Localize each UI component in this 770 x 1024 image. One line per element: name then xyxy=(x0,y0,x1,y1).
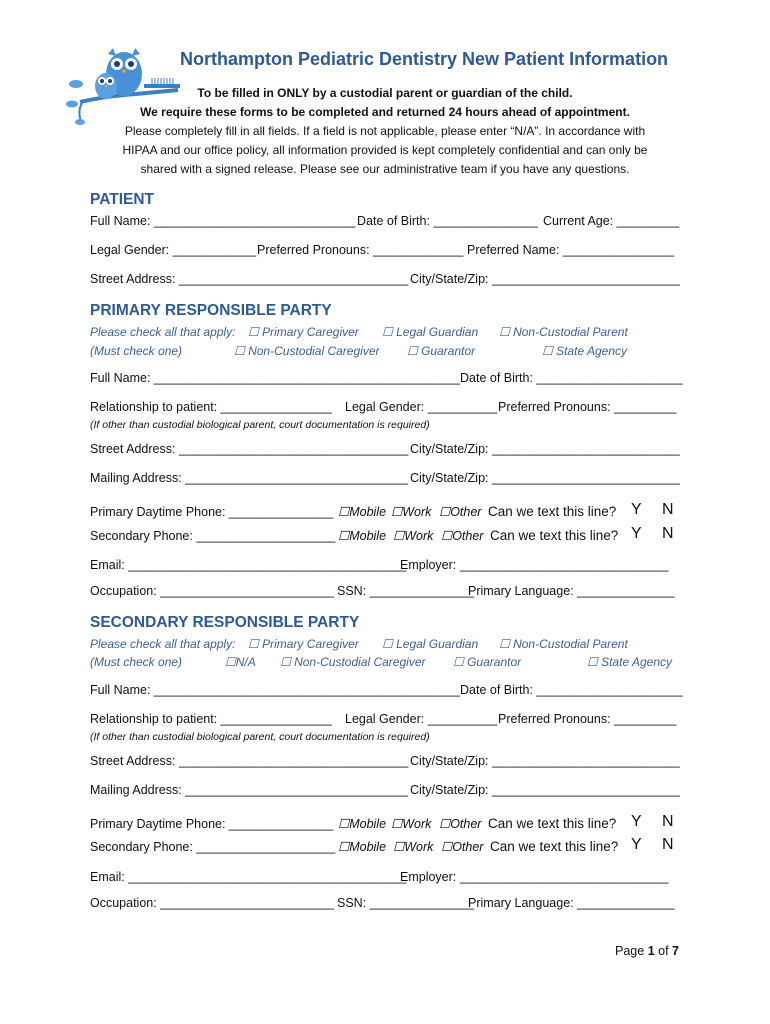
secondary-phone2-mobile[interactable]: ☐Mobile xyxy=(338,840,387,854)
intro-line-5: shared with a signed release. Please see our administrative team if you have any questions. xyxy=(140,162,630,176)
secondary-relationship-field[interactable]: Relationship to patient: ________________ xyxy=(90,712,332,726)
primary-phone1-mobile[interactable]: ☐Mobile xyxy=(338,505,387,519)
secondary-court-note: (If other than custodial biological parent, court documentation is required) xyxy=(90,731,430,743)
primary-employer-field[interactable]: Employer: ______________________________ xyxy=(400,558,669,572)
secondary-opt-state-agency[interactable]: ☐ State Agency xyxy=(587,655,673,669)
secondary-mailing-field[interactable]: Mailing Address: ________________________________ xyxy=(90,783,408,797)
secondary-phone2-text-question: Can we text this line? xyxy=(490,839,619,854)
secondary-phone2-no[interactable]: N xyxy=(662,836,674,853)
primary-phone1-field[interactable]: Primary Daytime Phone: _______________ xyxy=(90,505,334,519)
secondary-pronouns-field[interactable]: Preferred Pronouns: _________ xyxy=(498,712,677,726)
primary-occupation-field[interactable]: Occupation: _________________________ xyxy=(90,584,334,598)
primary-check-label: Please check all that apply: xyxy=(90,325,236,339)
primary-must-check: (Must check one) xyxy=(90,344,183,358)
primary-mailing-city-field[interactable]: City/State/Zip: ___________________________ xyxy=(410,471,680,485)
primary-heading: PRIMARY RESPONSIBLE PARTY xyxy=(90,302,332,319)
primary-phone2-field[interactable]: Secondary Phone: ____________________ xyxy=(90,529,336,543)
primary-phone1-work[interactable]: ☐Work xyxy=(391,505,432,519)
secondary-phone1-other[interactable]: ☐Other xyxy=(439,817,482,831)
secondary-street-field[interactable]: Street Address: _________________________________ xyxy=(90,754,409,768)
page-title: Northampton Pediatric Dentistry New Patient Information xyxy=(180,49,669,69)
secondary-ssn-field[interactable]: SSN: _______________ xyxy=(337,896,474,910)
secondary-opt-caregiver[interactable]: ☐ Primary Caregiver xyxy=(248,637,359,651)
secondary-check-label: Please check all that apply: xyxy=(90,637,236,651)
secondary-phone2-other[interactable]: ☐Other xyxy=(441,840,484,854)
page-current: 1 xyxy=(647,944,655,958)
page-of: of xyxy=(658,944,669,958)
patient-dob-field[interactable]: Date of Birth: _______________ xyxy=(357,214,538,228)
secondary-phone2-field[interactable]: Secondary Phone: ____________________ xyxy=(90,840,336,854)
primary-ssn-field[interactable]: SSN: _______________ xyxy=(337,584,474,598)
patient-heading: PATIENT xyxy=(90,191,155,208)
primary-full-name-field[interactable]: Full Name: ____________________________________________ xyxy=(90,371,460,385)
secondary-phone2-work[interactable]: ☐Work xyxy=(393,840,434,854)
secondary-phone1-work[interactable]: ☐Work xyxy=(391,817,432,831)
patient-preferred-name-field[interactable]: Preferred Name: ________________ xyxy=(467,243,675,257)
secondary-phone2-yes[interactable]: Y xyxy=(631,836,642,853)
secondary-heading: SECONDARY RESPONSIBLE PARTY xyxy=(90,614,360,631)
primary-email-field[interactable]: Email: ________________________________________ xyxy=(90,558,407,572)
primary-phone2-text-question: Can we text this line? xyxy=(490,528,619,543)
secondary-opt-legal-guardian[interactable]: ☐ Legal Guardian xyxy=(382,637,479,651)
patient-age-field[interactable]: Current Age: _________ xyxy=(543,214,680,228)
secondary-opt-na[interactable]: ☐N/A xyxy=(225,655,256,669)
secondary-phone1-no[interactable]: N xyxy=(662,813,674,830)
secondary-phone1-mobile[interactable]: ☐Mobile xyxy=(338,817,387,831)
secondary-opt-guarantor[interactable]: ☐ Guarantor xyxy=(453,655,522,669)
secondary-email-field[interactable]: Email: ________________________________________ xyxy=(90,870,407,884)
secondary-occupation-field[interactable]: Occupation: _________________________ xyxy=(90,896,334,910)
primary-pronouns-field[interactable]: Preferred Pronouns: _________ xyxy=(498,400,677,414)
patient-gender-field[interactable]: Legal Gender: ____________ xyxy=(90,243,257,257)
primary-phone1-text-question: Can we text this line? xyxy=(488,504,617,519)
intro-line-1: To be filled in ONLY by a custodial parent or guardian of the child. xyxy=(197,86,573,100)
secondary-opt-noncustodial-parent[interactable]: ☐ Non-Custodial Parent xyxy=(499,637,628,651)
primary-court-note: (If other than custodial biological parent, court documentation is required) xyxy=(90,419,430,431)
secondary-phone1-field[interactable]: Primary Daytime Phone: _______________ xyxy=(90,817,334,831)
primary-opt-guarantor[interactable]: ☐ Guarantor xyxy=(407,344,476,358)
page-label: Page xyxy=(615,944,645,958)
primary-language-field[interactable]: Primary Language: ______________ xyxy=(468,584,675,598)
secondary-phone1-text-question: Can we text this line? xyxy=(488,816,617,831)
primary-phone2-yes[interactable]: Y xyxy=(631,525,642,542)
secondary-must-check: (Must check one) xyxy=(90,655,183,669)
primary-phone2-mobile[interactable]: ☐Mobile xyxy=(338,529,387,543)
primary-phone2-other[interactable]: ☐Other xyxy=(441,529,484,543)
intro-line-3: Please completely fill in all fields. If a field is not applicable, please enter “N/A”. In accordance with xyxy=(124,124,646,138)
primary-city-field[interactable]: City/State/Zip: ___________________________ xyxy=(410,442,680,456)
primary-mailing-field[interactable]: Mailing Address: ________________________________ xyxy=(90,471,408,485)
primary-gender-field[interactable]: Legal Gender: __________ xyxy=(345,400,498,414)
secondary-mailing-city-field[interactable]: City/State/Zip: ___________________________ xyxy=(410,783,680,797)
secondary-dob-field[interactable]: Date of Birth: _____________________ xyxy=(460,683,683,697)
page-total: 7 xyxy=(672,944,679,958)
primary-phone1-no[interactable]: N xyxy=(662,501,674,518)
secondary-phone1-yes[interactable]: Y xyxy=(631,813,642,830)
secondary-language-field[interactable]: Primary Language: ______________ xyxy=(468,896,675,910)
primary-street-field[interactable]: Street Address: _________________________________ xyxy=(90,442,409,456)
patient-city-field[interactable]: City/State/Zip: ___________________________ xyxy=(410,272,680,286)
secondary-full-name-field[interactable]: Full Name: ____________________________________________ xyxy=(90,683,460,697)
primary-opt-noncustodial-caregiver[interactable]: ☐ Non-Custodial Caregiver xyxy=(234,344,380,358)
intro-line-2: We require these forms to be completed and returned 24 hours ahead of appointment. xyxy=(140,105,630,119)
secondary-employer-field[interactable]: Employer: ______________________________ xyxy=(400,870,669,884)
primary-phone2-work[interactable]: ☐Work xyxy=(393,529,434,543)
primary-opt-state-agency[interactable]: ☐ State Agency xyxy=(542,344,628,358)
primary-dob-field[interactable]: Date of Birth: _____________________ xyxy=(460,371,683,385)
patient-street-field[interactable]: Street Address: _________________________________ xyxy=(90,272,409,286)
page-number xyxy=(615,944,679,958)
intro-line-4: HIPAA and our office policy, all information provided is kept completely confidential and can only be xyxy=(122,143,648,157)
primary-opt-legal-guardian[interactable]: ☐ Legal Guardian xyxy=(382,325,479,339)
secondary-gender-field[interactable]: Legal Gender: __________ xyxy=(345,712,498,726)
primary-phone1-yes[interactable]: Y xyxy=(631,501,642,518)
patient-full-name-field[interactable]: Full Name: _____________________________ xyxy=(90,214,356,228)
primary-relationship-field[interactable]: Relationship to patient: ________________ xyxy=(90,400,332,414)
primary-phone1-other[interactable]: ☐Other xyxy=(439,505,482,519)
secondary-opt-noncustodial-caregiver[interactable]: ☐ Non-Custodial Caregiver xyxy=(280,655,426,669)
primary-phone2-no[interactable]: N xyxy=(662,525,674,542)
secondary-city-field[interactable]: City/State/Zip: ___________________________ xyxy=(410,754,680,768)
primary-opt-noncustodial-parent[interactable]: ☐ Non-Custodial Parent xyxy=(499,325,628,339)
primary-opt-caregiver[interactable]: ☐ Primary Caregiver xyxy=(248,325,359,339)
patient-pronouns-field[interactable]: Preferred Pronouns: _____________ xyxy=(257,243,464,257)
